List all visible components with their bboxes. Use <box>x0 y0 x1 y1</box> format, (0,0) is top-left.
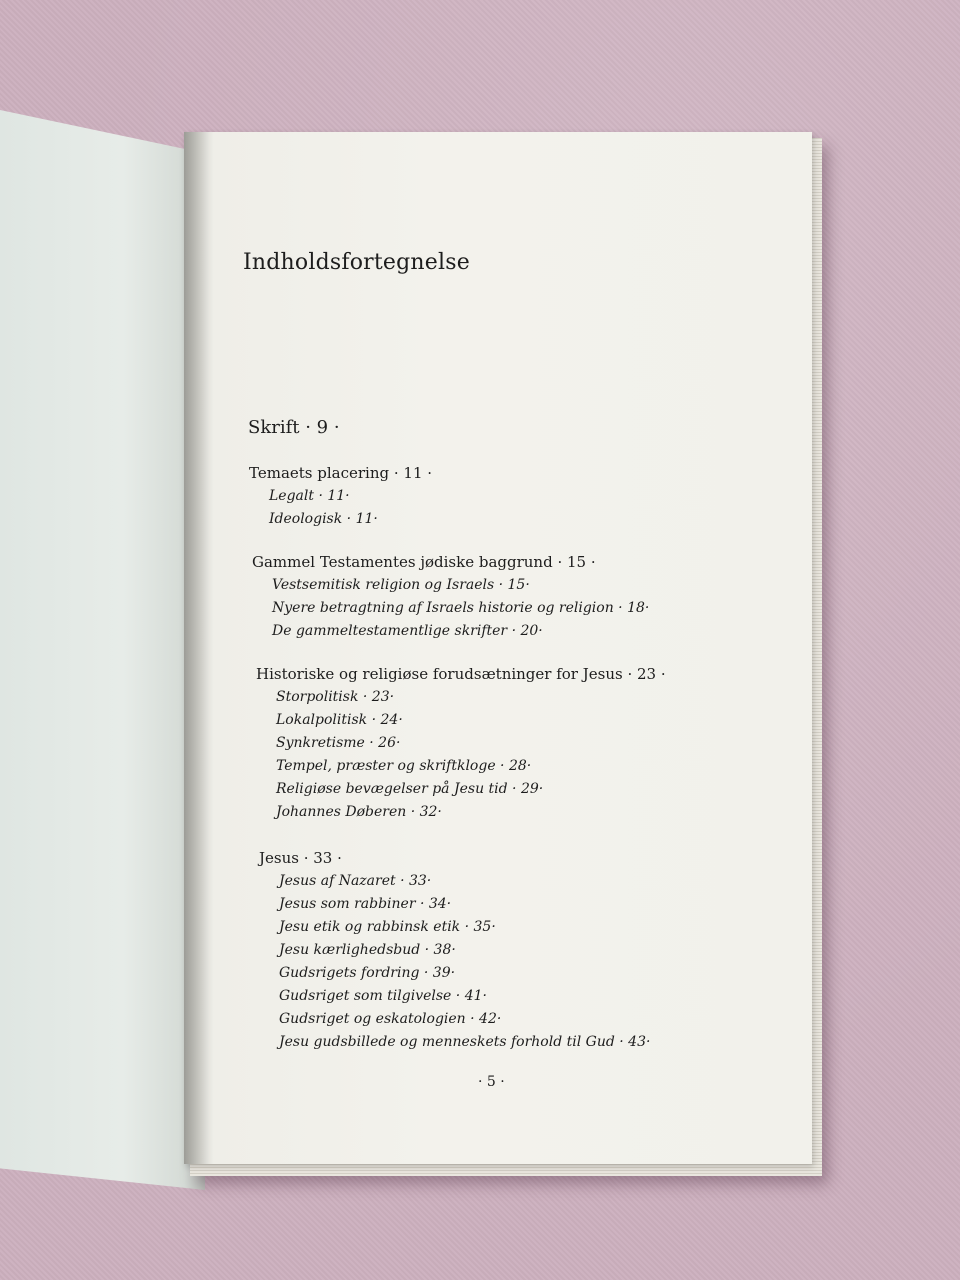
section-heading: Gammel Testamentes jødiske baggrund · 15 · <box>252 553 596 571</box>
toc-entry: Nyere betragtning af Israels historie og religion · 18· <box>272 600 650 616</box>
toc-entry: Ideologisk · 11· <box>269 511 378 527</box>
toc-entry: Lokalpolitisk · 24· <box>276 712 403 728</box>
toc-section <box>252 551 649 643</box>
toc-section <box>259 847 650 1054</box>
section-heading: Temaets placering · 11 · <box>249 464 433 482</box>
toc-entry: Legalt · 11· <box>269 488 350 504</box>
toc-section <box>256 663 666 824</box>
toc-entry: Gudsriget som tilgivelse · 41· <box>279 988 487 1004</box>
toc-entry: Jesu kærlighedsbud · 38· <box>279 942 456 958</box>
toc-entry: Synkretisme · 26· <box>276 735 401 751</box>
toc-entry: Jesus som rabbiner · 34· <box>279 896 452 912</box>
toc-section <box>249 462 432 531</box>
page-number: · 5 · <box>478 1074 505 1090</box>
toc-entry: Jesus af Nazaret · 33· <box>279 873 432 889</box>
toc-entry: Storpolitisk · 23· <box>276 689 395 705</box>
toc-entry: De gammeltestamentlige skrifter · 20· <box>272 623 543 639</box>
toc-entry: Religiøse bevægelser på Jesu tid · 29· <box>276 781 544 797</box>
toc-entry: Vestsemitisk religion og Israels · 15· <box>272 577 530 593</box>
toc-entry: Tempel, præster og skriftkloge · 28· <box>276 758 532 774</box>
toc-entry: Johannes Døberen · 32· <box>276 804 442 820</box>
toc-entry: Gudsrigets fordring · 39· <box>279 965 456 981</box>
section-heading: Jesus · 33 · <box>259 849 342 867</box>
left-page <box>0 110 205 1190</box>
toc-entry: Jesu gudsbillede og menneskets forhold til Gud · 43· <box>279 1034 651 1050</box>
section-heading: Historiske og religiøse forudsætninger for Jesus · 23 · <box>256 665 666 683</box>
toc-entry: Gudsriget og eskatologien · 42· <box>279 1011 502 1027</box>
toc-title: Indholdsfortegnelse <box>243 250 470 275</box>
toc-entry: Jesu etik og rabbinsk etik · 35· <box>279 919 496 935</box>
table-of-contents <box>243 0 803 1280</box>
part-heading: Skrift · 9 · <box>248 417 340 438</box>
